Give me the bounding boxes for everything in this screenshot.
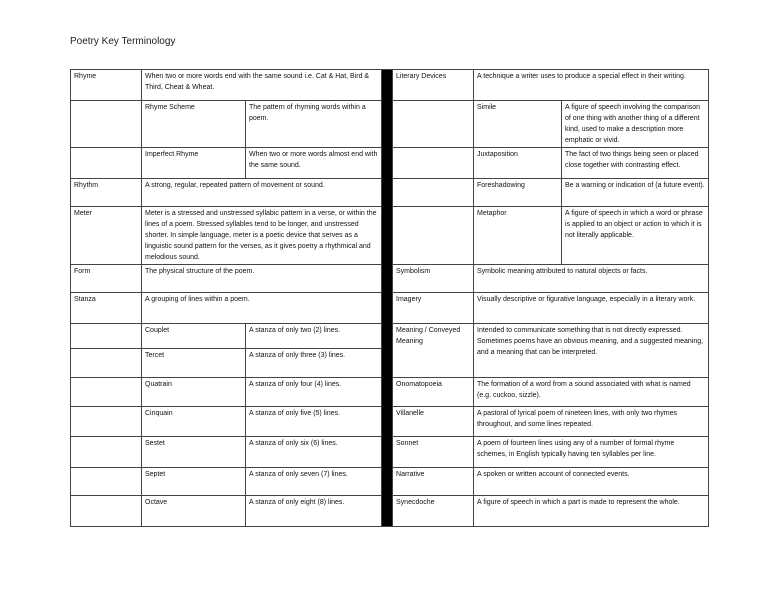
def-rhythm: A strong, regular, repeated pattern of movement or sound. bbox=[142, 179, 382, 207]
term-rhyme-scheme: Rhyme Scheme bbox=[142, 101, 246, 148]
term-rhyme: Rhyme bbox=[71, 70, 142, 101]
empty-cell bbox=[393, 148, 474, 179]
def-imperfect-rhyme: When two or more words almost end with the same sound. bbox=[246, 148, 382, 179]
term-rhythm: Rhythm bbox=[71, 179, 142, 207]
empty-cell bbox=[71, 437, 142, 468]
def-meter: Meter is a stressed and unstressed syllabic pattern in a verse, or within the lines of a poem. Stressed syllables tend to be longer, and unstressed shorter. In simple language, meter is a poetic device that serves as a linguistic sound pattern for the verses, as it gives poetry a rhythmical and melodious sound. bbox=[142, 207, 382, 265]
def-couplet: A stanza of only two (2) lines. bbox=[246, 324, 382, 349]
def-meaning: Intended to communicate something that is not directly expressed. Sometimes poems have an obvious meaning, and a suggested meaning, and a meaning that can be interpreted. bbox=[474, 324, 709, 378]
term-imperfect-rhyme: Imperfect Rhyme bbox=[142, 148, 246, 179]
def-villanelle: A pastoral of lyrical poem of nineteen lines, with only two rhymes throughout, and some lines repeated. bbox=[474, 407, 709, 437]
empty-cell bbox=[71, 148, 142, 179]
def-stanza: A grouping of lines within a poem. bbox=[142, 293, 382, 324]
empty-cell bbox=[393, 101, 474, 148]
term-foreshadowing: Foreshadowing bbox=[474, 179, 562, 207]
term-form: Form bbox=[71, 265, 142, 293]
empty-cell bbox=[71, 324, 142, 349]
terminology-table bbox=[70, 69, 709, 527]
def-septet: A stanza of only seven (7) lines. bbox=[246, 468, 382, 496]
term-simile: Simile bbox=[474, 101, 562, 148]
def-octave: A stanza of only eight (8) lines. bbox=[246, 496, 382, 527]
term-quatrain: Quatrain bbox=[142, 378, 246, 407]
term-synecdoche: Synecdoche bbox=[393, 496, 474, 527]
term-meter: Meter bbox=[71, 207, 142, 265]
term-couplet: Couplet bbox=[142, 324, 246, 349]
def-narrative: A spoken or written account of connected events. bbox=[474, 468, 709, 496]
term-sestet: Sestet bbox=[142, 437, 246, 468]
term-stanza: Stanza bbox=[71, 293, 142, 324]
def-quatrain: A stanza of only four (4) lines. bbox=[246, 378, 382, 407]
def-form: The physical structure of the poem. bbox=[142, 265, 382, 293]
term-imagery: Imagery bbox=[393, 293, 474, 324]
def-onomatopoeia: The formation of a word from a sound associated with what is named (e.g. cuckoo, sizzle). bbox=[474, 378, 709, 407]
empty-cell bbox=[71, 378, 142, 407]
term-onomatopoeia: Onomatopoeia bbox=[393, 378, 474, 407]
empty-cell bbox=[71, 349, 142, 378]
def-rhyme-scheme: The pattern of rhyming words within a poem. bbox=[246, 101, 382, 148]
def-rhyme: When two or more words end with the same sound i.e. Cat & Hat, Bird & Third, Cheat & Wheat. bbox=[142, 70, 382, 101]
empty-cell bbox=[71, 407, 142, 437]
term-tercet: Tercet bbox=[142, 349, 246, 378]
term-narrative: Narrative bbox=[393, 468, 474, 496]
def-metaphor: A figure of speech in which a word or phrase is applied to an object or action to which it is not literally applicable. bbox=[562, 207, 709, 265]
def-cinquain: A stanza of only five (5) lines. bbox=[246, 407, 382, 437]
term-literary-devices: Literary Devices bbox=[393, 70, 474, 101]
term-symbolism: Symbolism bbox=[393, 265, 474, 293]
table-row bbox=[71, 70, 709, 101]
empty-cell bbox=[71, 468, 142, 496]
term-octave: Octave bbox=[142, 496, 246, 527]
def-foreshadowing: Be a warning or indication of (a future event). bbox=[562, 179, 709, 207]
term-septet: Septet bbox=[142, 468, 246, 496]
def-tercet: A stanza of only three (3) lines. bbox=[246, 349, 382, 378]
def-synecdoche: A figure of speech in which a part is made to represent the whole. bbox=[474, 496, 709, 527]
term-metaphor: Metaphor bbox=[474, 207, 562, 265]
def-simile: A figure of speech involving the comparison of one thing with another thing of a different kind, used to make a description more emphatic or vivid. bbox=[562, 101, 709, 148]
def-sonnet: A poem of fourteen lines using any of a number of formal rhyme schemes, in English typically having ten syllables per line. bbox=[474, 437, 709, 468]
empty-cell bbox=[71, 101, 142, 148]
empty-cell bbox=[393, 207, 474, 265]
document-title: Poetry Key Terminology bbox=[70, 36, 176, 47]
def-juxtaposition: The fact of two things being seen or placed close together with contrasting effect. bbox=[562, 148, 709, 179]
term-villanelle: Villanelle bbox=[393, 407, 474, 437]
def-literary-devices: A technique a writer uses to produce a special effect in their writing. bbox=[474, 70, 709, 101]
empty-cell bbox=[393, 179, 474, 207]
def-symbolism: Symbolic meaning attributed to natural objects or facts. bbox=[474, 265, 709, 293]
term-sonnet: Sonnet bbox=[393, 437, 474, 468]
term-meaning: Meaning / Conveyed Meaning bbox=[393, 324, 474, 378]
term-juxtaposition: Juxtaposition bbox=[474, 148, 562, 179]
def-imagery: Visually descriptive or figurative language, especially in a literary work. bbox=[474, 293, 709, 324]
column-divider bbox=[382, 70, 393, 527]
term-cinquain: Cinquain bbox=[142, 407, 246, 437]
def-sestet: A stanza of only six (6) lines. bbox=[246, 437, 382, 468]
empty-cell bbox=[71, 496, 142, 527]
